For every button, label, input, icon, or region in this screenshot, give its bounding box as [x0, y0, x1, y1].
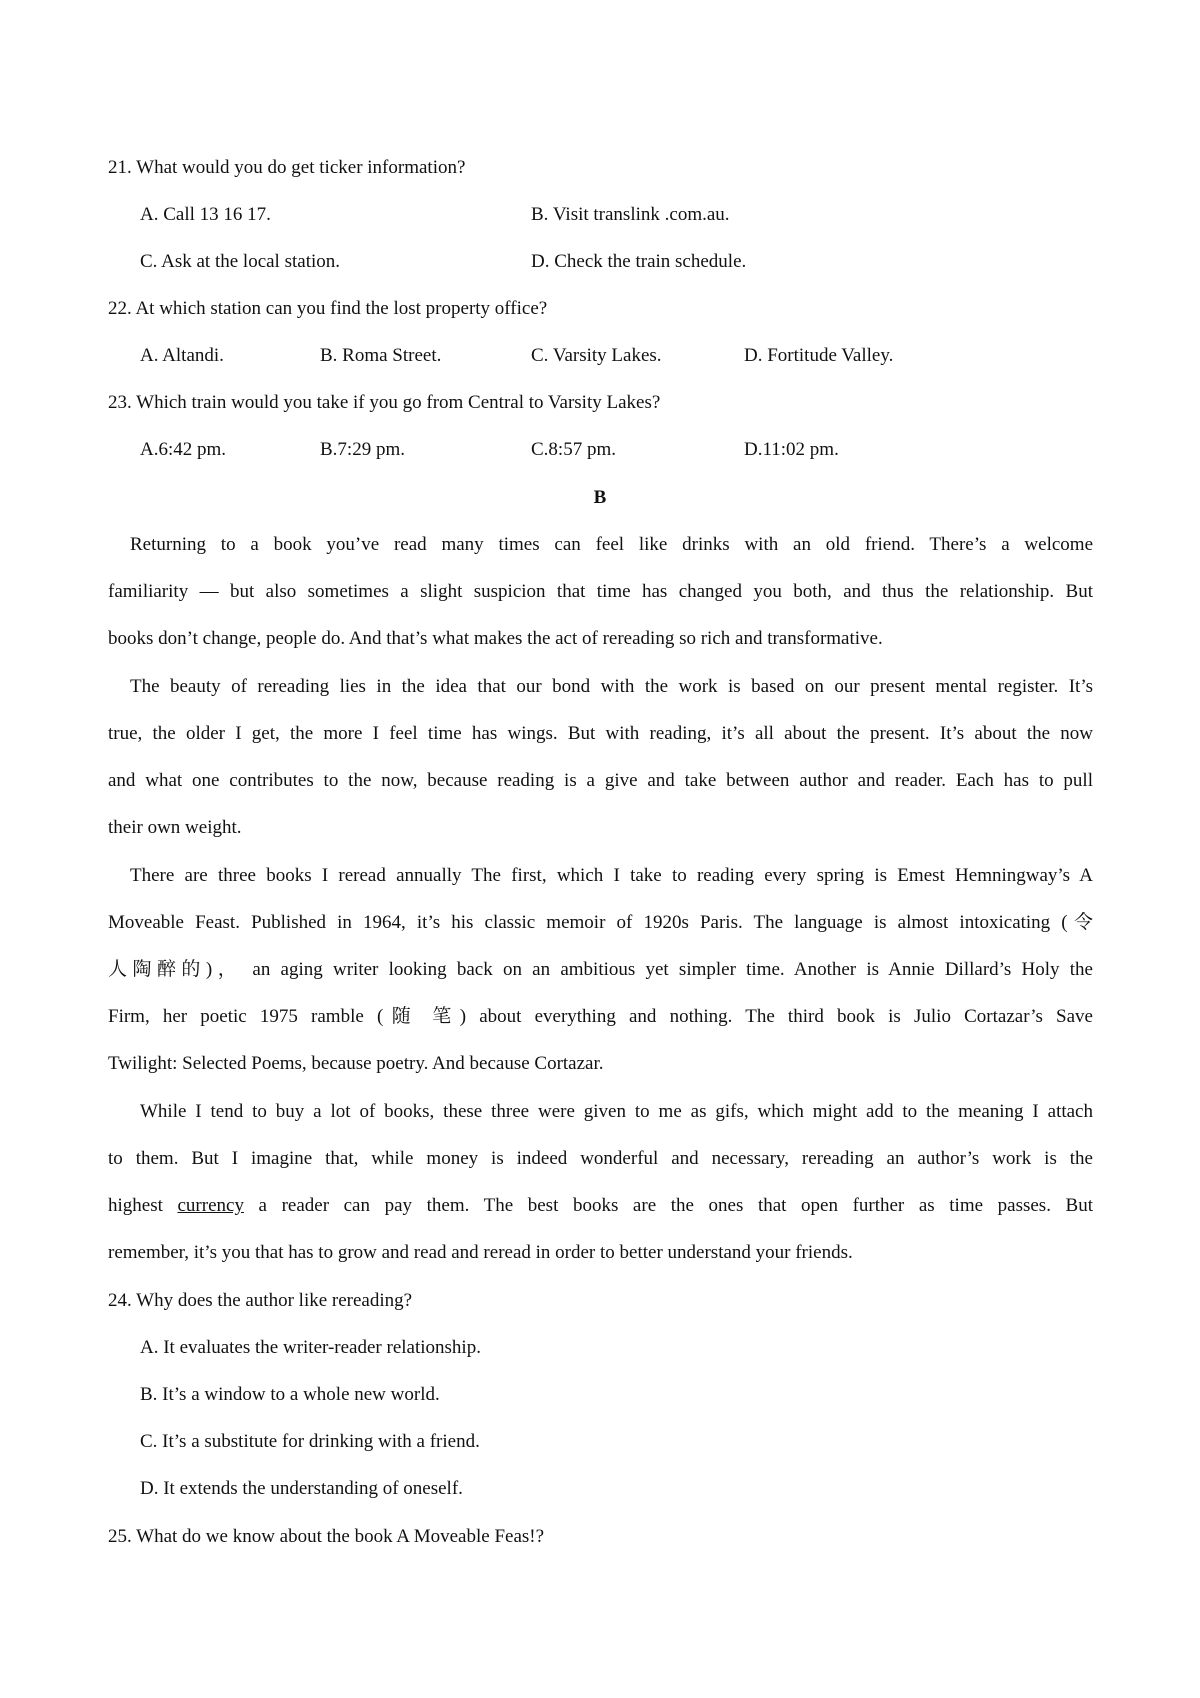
question-23-option-c: C.8:57 pm.	[531, 439, 616, 460]
question-23-option-a: A.6:42 pm.	[140, 439, 227, 460]
question-22-option-c: C. Varsity Lakes.	[531, 345, 662, 366]
question-21-option-c: C. Ask at the local station.	[140, 251, 341, 272]
paragraph-3-line-3: 人陶醉的)， an aging writer looking back on an ambitious yet simpler time. Another is Annie Dillard’s Holy the	[108, 959, 1093, 980]
question-24-option-d: D. It extends the understanding of oneself.	[140, 1478, 463, 1499]
question-25-stem: 25. What do we know about the book A Moveable Feas!?	[108, 1526, 545, 1547]
question-21-option-d: D. Check the train schedule.	[531, 251, 747, 272]
paragraph-2-line-1: The beauty of rereading lies in the idea that our bond with the work is based on our present mental register. It’s	[130, 676, 1093, 697]
question-22-stem: 22. At which station can you find the lost property office?	[108, 298, 548, 319]
question-23-option-b: B.7:29 pm.	[320, 439, 405, 460]
section-b-title: B	[593, 487, 607, 508]
paragraph-2-line-4: their own weight.	[108, 817, 242, 838]
paragraph-4-line-3-after: a reader can pay them. The best books are the ones that open further as time passes. But	[243, 1195, 1093, 1216]
question-23-stem: 23. Which train would you take if you go from Central to Varsity Lakes?	[108, 392, 661, 413]
question-21-option-b: B. Visit translink .com.au.	[531, 204, 730, 225]
paragraph-1-line-1: Returning to a book you’ve read many times can feel like drinks with an old friend. There’s a welcome	[130, 534, 1093, 555]
paragraph-1-line-3: books don’t change, people do. And that’s what makes the act of rereading so rich and transformative.	[108, 628, 883, 649]
question-22-option-d: D. Fortitude Valley.	[744, 345, 894, 366]
question-21-stem: 21. What would you do get ticker information?	[108, 157, 466, 178]
paragraph-2-line-2: true, the older I get, the more I feel time has wings. But with reading, it’s all about the present. It’s about the now	[108, 723, 1093, 744]
paragraph-2-line-3: and what one contributes to the now, because reading is a give and take between author and reader. Each has to pull	[108, 770, 1093, 791]
paragraph-3-line-4: Firm, her poetic 1975 ramble (随 笔) about everything and nothing. The third book is Julio Cortazar’s Save	[108, 1006, 1093, 1027]
question-24-option-c: C. It’s a substitute for drinking with a friend.	[140, 1431, 480, 1452]
question-22-option-b: B. Roma Street.	[320, 345, 442, 366]
paragraph-4-line-2: to them. But I imagine that, while money is indeed wonderful and necessary, rereading an author’s work is the	[108, 1148, 1093, 1169]
paragraph-4-line-1: While I tend to buy a lot of books, these three were given to me as gifs, which might add to the meaning I attach	[140, 1101, 1093, 1122]
paragraph-4-line-4: remember, it’s you that has to grow and read and reread in order to better understand your friends.	[108, 1242, 853, 1263]
question-24-option-b: B. It’s a window to a whole new world.	[140, 1384, 440, 1405]
underlined-word-currency: currency	[177, 1195, 244, 1216]
question-21-option-a: A. Call 13 16 17.	[140, 204, 271, 225]
paragraph-4-line-3	[108, 1194, 1093, 1218]
question-22-option-a: A. Altandi.	[140, 345, 224, 366]
paragraph-4-line-3-before: highest	[108, 1195, 178, 1216]
paragraph-3-line-5: Twilight: Selected Poems, because poetry. And because Cortazar.	[108, 1053, 604, 1074]
paragraph-3-line-2: Moveable Feast. Published in 1964, it’s his classic memoir of 1920s Paris. The language is almost intoxicating (令	[108, 912, 1093, 933]
question-23-option-d: D.11:02 pm.	[744, 439, 839, 460]
paragraph-3-line-1: There are three books I reread annually The first, which I take to reading every spring is Emest Hemningway’s A	[130, 865, 1093, 886]
question-24-stem: 24. Why does the author like rereading?	[108, 1290, 413, 1311]
paragraph-1-line-2: familiarity — but also sometimes a slight suspicion that time has changed you both, and thus the relationship. But	[108, 581, 1093, 602]
question-24-option-a: A. It evaluates the writer-reader relationship.	[140, 1337, 481, 1358]
